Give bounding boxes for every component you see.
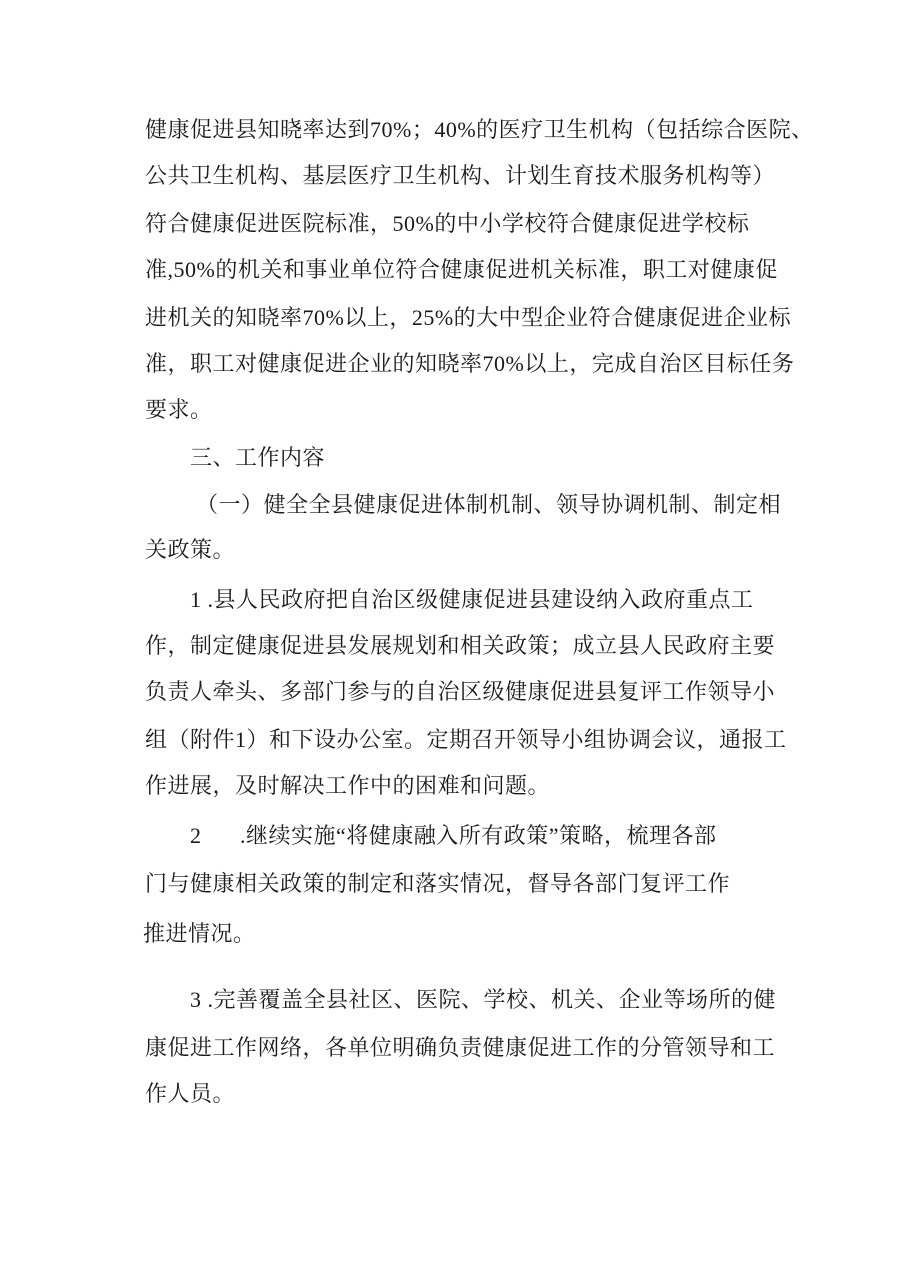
list-item-3-line: 作人员。 — [145, 1081, 236, 1106]
list-item-1-line: 作，制定健康促进县发展规划和相关政策；成立县人民政府主要 — [145, 633, 776, 658]
list-item-2-line: 推进情况。 — [143, 921, 256, 946]
list-item-1-line: 1 .县人民政府把自治区级健康促进县建设纳入政府重点工 — [190, 587, 754, 612]
list-item-3-line: 3 .完善覆盖全县社区、医院、学校、机关、企业等场所的健 — [190, 987, 777, 1012]
paragraph-line: 要求。 — [145, 397, 213, 422]
list-item-2-line: 门与健康相关政策的制定和落实情况，督导各部门复评工作 — [145, 871, 731, 896]
paragraph-line: 进机关的知晓率70%以上，25%的大中型企业符合健康促进企业标 — [145, 305, 792, 330]
list-item-2-line: .继续实施“将健康融入所有政策”策略，梳理各部 — [240, 823, 717, 848]
subsection-heading-line: 关政策。 — [145, 537, 236, 562]
list-item-1-line: 作进展，及时解决工作中的困难和问题。 — [145, 773, 551, 798]
paragraph-line: 符合健康促进医院标准，50%的中小学校符合健康促进学校标 — [145, 211, 750, 236]
paragraph-line: 准,50%的机关和事业单位符合健康促进机关标准，职工对健康促 — [145, 257, 778, 282]
list-item-3-line: 康促进工作网络，各单位明确负责健康促进工作的分管领导和工 — [145, 1035, 776, 1060]
list-item-2-number: 2 — [190, 823, 202, 848]
paragraph-line: 公共卫生机构、基层医疗卫生机构、计划生育技术服务机构等） — [145, 163, 776, 188]
list-item-1-line: 组（附件1）和下设办公室。定期召开领导小组协调会议，通报工 — [145, 727, 787, 752]
paragraph-line: 健康促进县知晓率达到70%；40%的医疗卫生机构（包括综合医院、 — [145, 117, 814, 142]
list-item-1-line: 负责人牵头、多部门参与的自治区级健康促进县复评工作领导小 — [145, 679, 776, 704]
paragraph-line: 准，职工对健康促进企业的知晓率70%以上，完成自治区目标任务 — [145, 351, 795, 376]
section-heading: 三、工作内容 — [190, 445, 326, 470]
subsection-heading: （一）健全全县健康促进体制机制、领导协调机制、制定相 — [196, 492, 782, 517]
